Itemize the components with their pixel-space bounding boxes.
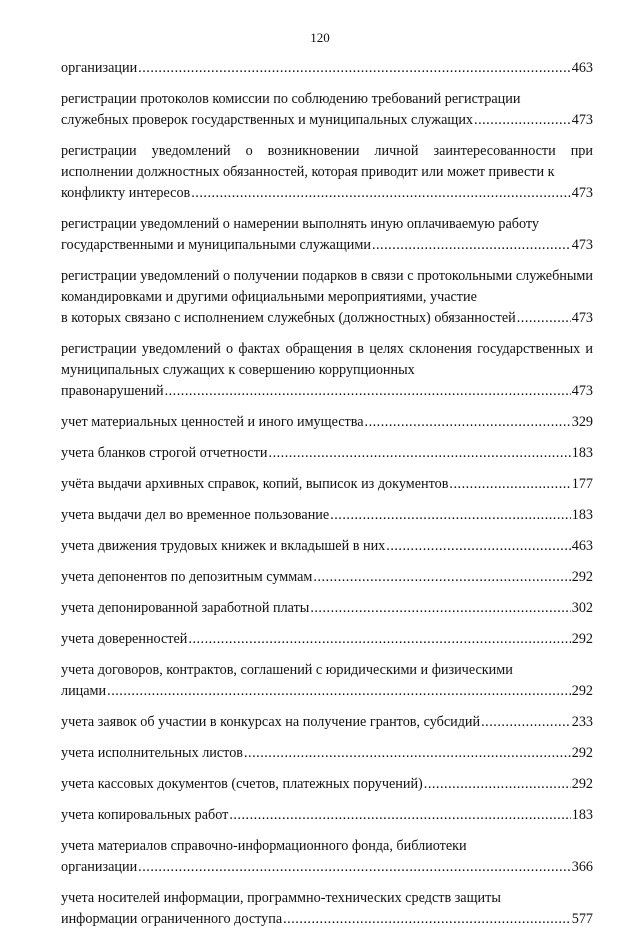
index-entry-page: 233 bbox=[571, 714, 593, 730]
index-entry-last-line bbox=[61, 629, 593, 650]
index-entry-term: лицами bbox=[61, 683, 107, 699]
index-entry-page: 463 bbox=[571, 60, 593, 76]
index-entry-page: 473 bbox=[571, 310, 593, 326]
index-entry-text: регистрации уведомлений о получении подарков в связи с протокольными служебными командировками и другими официальными мероприятиями, участие bbox=[61, 268, 593, 305]
index-entry-last-line bbox=[61, 308, 593, 329]
dot-leader bbox=[165, 381, 571, 402]
dot-leader bbox=[229, 805, 570, 826]
index-entry bbox=[61, 89, 593, 131]
dot-leader bbox=[107, 681, 571, 702]
index-entry-text: регистрации уведомлений о фактах обращения в целях склонения государственных и муниципальных служащих к совершению коррупционных bbox=[61, 341, 593, 378]
index-entry bbox=[61, 629, 593, 650]
index-entry-term: в которых связано с исполнением служебных (должностных) обязанностей bbox=[61, 310, 516, 326]
dot-leader bbox=[386, 536, 570, 557]
index-entry-last-line bbox=[61, 743, 593, 764]
index-entry-page: 473 bbox=[571, 112, 593, 128]
index-entry-term: конфликту интересов bbox=[61, 185, 191, 201]
index-entry bbox=[61, 598, 593, 619]
index-entry-last-line bbox=[61, 381, 593, 402]
index-entry-term: учета движения трудовых книжек и вкладышей в них bbox=[61, 538, 386, 554]
index-entry bbox=[61, 805, 593, 826]
index-entry bbox=[61, 214, 593, 256]
dot-leader bbox=[138, 857, 571, 878]
dot-leader bbox=[372, 235, 571, 256]
index-entry-text: регистрации уведомлений о возникновении личной заинтересованности при исполнении должностных обязанностей, которая приводит или может привести к bbox=[61, 143, 593, 180]
index-entry-text: регистрации протоколов комиссии по соблюдению требований регистрации bbox=[61, 91, 521, 107]
index-entries bbox=[61, 58, 593, 940]
index-entry-term: правонарушений bbox=[61, 383, 164, 399]
index-entry-last-line bbox=[61, 505, 593, 526]
index-entry-page: 366 bbox=[571, 859, 593, 875]
index-entry-page: 183 bbox=[571, 445, 593, 461]
index-entry-term: учета копировальных работ bbox=[61, 807, 229, 823]
index-entry-last-line bbox=[61, 58, 593, 79]
index-entry-term: учета депонированной заработной платы bbox=[61, 600, 310, 616]
dot-leader bbox=[517, 308, 571, 329]
index-entry-page: 183 bbox=[571, 507, 593, 523]
index-entry-term: учета исполнительных листов bbox=[61, 745, 243, 761]
index-entry-term: учета депонентов по депозитным суммам bbox=[61, 569, 313, 585]
index-entry-text: учета носителей информации, программно-технических средств защиты bbox=[61, 890, 501, 906]
index-entry-last-line bbox=[61, 909, 593, 930]
index-entry bbox=[61, 774, 593, 795]
dot-leader bbox=[330, 505, 571, 526]
index-entry-page: 473 bbox=[571, 237, 593, 253]
index-entry-page: 292 bbox=[571, 745, 593, 761]
dot-leader bbox=[424, 774, 571, 795]
index-entry-text: регистрации уведомлений о намерении выполнять иную оплачиваемую работу bbox=[61, 216, 539, 232]
dot-leader bbox=[269, 443, 571, 464]
index-entry bbox=[61, 712, 593, 733]
index-entry bbox=[61, 505, 593, 526]
index-entry-term: государственными и муниципальными служащими bbox=[61, 237, 371, 253]
index-entry-term: учета доверенностей bbox=[61, 631, 188, 647]
index-entry-page: 183 bbox=[571, 807, 593, 823]
index-entry-term: служебных проверок государственных и муниципальных служащих bbox=[61, 112, 474, 128]
page-number: 120 bbox=[310, 30, 330, 45]
index-entry-term: организации bbox=[61, 60, 138, 76]
index-entry-last-line bbox=[61, 110, 593, 131]
dot-leader bbox=[138, 58, 571, 79]
index-entry-page: 292 bbox=[571, 569, 593, 585]
index-entry-term: учёта выдачи архивных справок, копий, выписок из документов bbox=[61, 476, 449, 492]
dot-leader bbox=[310, 598, 570, 619]
index-entry-page: 292 bbox=[571, 776, 593, 792]
index-entry-last-line bbox=[61, 474, 593, 495]
index-entry bbox=[61, 836, 593, 878]
index-entry bbox=[61, 339, 593, 402]
index-entry-last-line bbox=[61, 412, 593, 433]
index-entry bbox=[61, 660, 593, 702]
dot-leader bbox=[244, 743, 571, 764]
index-entry-page: 577 bbox=[571, 911, 593, 927]
dot-leader bbox=[191, 183, 570, 204]
index-entry bbox=[61, 443, 593, 464]
index-entry-page: 177 bbox=[571, 476, 593, 492]
index-entry bbox=[61, 536, 593, 557]
index-entry-text: учета договоров, контрактов, соглашений с юридическими и физическими bbox=[61, 662, 513, 678]
index-entry-page: 329 bbox=[571, 414, 593, 430]
index-entry-last-line bbox=[61, 443, 593, 464]
index-entry-last-line bbox=[61, 681, 593, 702]
index-entry bbox=[61, 141, 593, 204]
index-entry-page: 473 bbox=[571, 383, 593, 399]
index-entry-term: информации ограниченного доступа bbox=[61, 911, 283, 927]
index-entry-page: 302 bbox=[571, 600, 593, 616]
index-entry bbox=[61, 567, 593, 588]
index-entry-term: учета заявок об участии в конкурсах на получение грантов, субсидий bbox=[61, 714, 481, 730]
index-entry-text: учета материалов справочно-информационного фонда, библиотеки bbox=[61, 838, 467, 854]
dot-leader bbox=[449, 474, 570, 495]
index-entry bbox=[61, 888, 593, 930]
index-entry-page: 463 bbox=[571, 538, 593, 554]
index-entry-last-line bbox=[61, 183, 593, 204]
index-entry-last-line bbox=[61, 857, 593, 878]
dot-leader bbox=[188, 629, 570, 650]
index-entry bbox=[61, 743, 593, 764]
index-entry bbox=[61, 58, 593, 79]
index-entry-last-line bbox=[61, 598, 593, 619]
index-entry-term: учет материальных ценностей и иного имущества bbox=[61, 414, 364, 430]
index-entry bbox=[61, 266, 593, 329]
dot-leader bbox=[313, 567, 570, 588]
index-entry-term: учета бланков строгой отчетности bbox=[61, 445, 268, 461]
dot-leader bbox=[474, 110, 571, 131]
index-entry-page: 292 bbox=[571, 683, 593, 699]
index-entry-term: организации bbox=[61, 859, 138, 875]
index-entry-last-line bbox=[61, 567, 593, 588]
index-entry-last-line bbox=[61, 805, 593, 826]
dot-leader bbox=[481, 712, 571, 733]
dot-leader bbox=[365, 412, 571, 433]
index-entry-last-line bbox=[61, 712, 593, 733]
index-entry-last-line bbox=[61, 536, 593, 557]
index-entry-term: учета кассовых документов (счетов, платежных поручений) bbox=[61, 776, 423, 792]
index-entry-page: 473 bbox=[571, 185, 593, 201]
dot-leader bbox=[283, 909, 571, 930]
index-entry-last-line bbox=[61, 235, 593, 256]
index-entry-last-line bbox=[61, 774, 593, 795]
index-entry-page: 292 bbox=[571, 631, 593, 647]
index-entry-term: учета выдачи дел во временное пользование bbox=[61, 507, 330, 523]
index-entry bbox=[61, 474, 593, 495]
index-entry bbox=[61, 412, 593, 433]
